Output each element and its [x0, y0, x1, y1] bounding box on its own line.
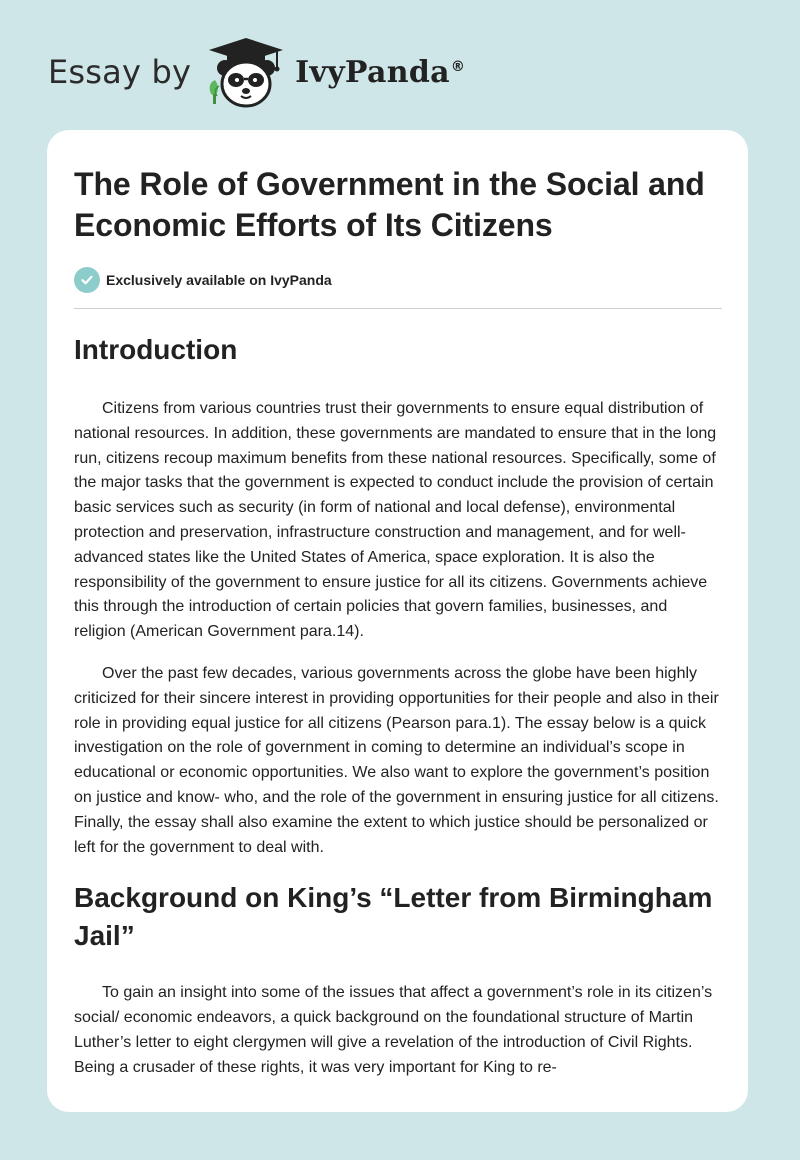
paragraph: Citizens from various countries trust their governments to ensure equal distribution of national resources. In addition, these governments are mandated to ensure that in the long run, citizens recoup maximum benefits from these national resources. Specifically, some of the major tasks that the government is expected to conduct include the provision of certain basic services such as security (in form of national and local defense), environmental protection and preservation, infrastructure construction and management, and for well-advanced states like the United States of America, space exploration. It is also the responsibility of the government to ensure justice for all its citizens. Governments achieve this through the introduction of certain policies that govern families, businesses, and religion (American Government para.14).: [74, 400, 717, 641]
essay-card: [47, 130, 748, 1112]
brand-prefix: Essay by: [48, 53, 192, 91]
registered-mark: ®: [450, 58, 466, 75]
site-header: [48, 34, 465, 110]
check-circle-icon: [74, 267, 100, 293]
panda-graduate-logo-icon[interactable]: [205, 34, 287, 110]
exclusive-label: Exclusively available on IvyPanda: [106, 272, 332, 288]
brand-name[interactable]: [295, 55, 465, 90]
exclusive-badge: [74, 266, 722, 294]
paragraph: Over the past few decades, various governments across the globe have been highly criticized for their sincere interest in providing opportunities for their people and also in their role in providing equal justice for all citizens (Pearson para.1). The essay below is a quick investigation on the role of government in coming to determine an individual’s scope in educational or economic opportunities. We also want to explore the government’s position on justice and know- who, and the role of the government in ensuring justice for all citizens. Finally, the essay shall also examine the extent to which justice should be personalized or left for the government to deal with.: [74, 664, 719, 856]
section-heading-introduction: Introduction: [74, 334, 238, 365]
essay-title: The Role of Government in the Social and Economic Efforts of Its Citizens: [74, 166, 705, 243]
title-divider: [74, 308, 722, 309]
paragraph: To gain an insight into some of the issues that affect a government’s role in its citizen’s social/ economic endeavors, a quick background on the foundational structure of Martin Luther’s letter to eight clergymen will give a revelation of the introduction of Civil Rights. Being a crusader of these rights, it was very important for King to re-: [74, 984, 713, 1076]
section-heading-background: Background on King’s “Letter from Birmingham Jail”: [74, 882, 713, 952]
brand-name-text: IvyPanda: [295, 54, 450, 90]
